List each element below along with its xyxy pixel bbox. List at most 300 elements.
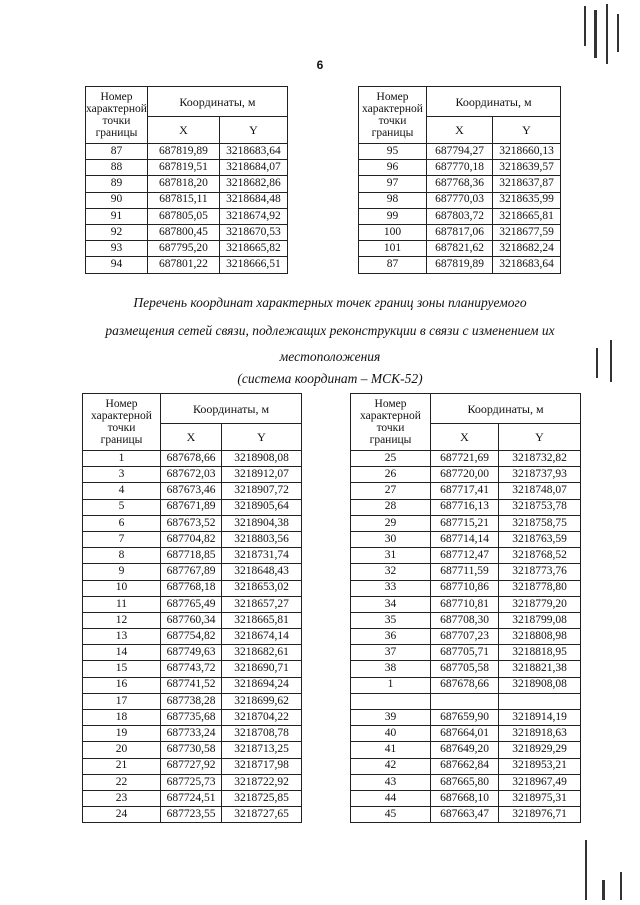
table-row (83, 629, 302, 645)
point-number-cell: 16 (83, 677, 161, 693)
x-coordinate-cell: 687730,58 (161, 742, 222, 758)
point-number-cell: 100 (359, 224, 427, 240)
y-coordinate-cell: 3218677,59 (493, 224, 561, 240)
x-coordinate-cell: 687754,82 (161, 629, 222, 645)
point-number-cell: 32 (351, 564, 431, 580)
x-coordinate-cell: 687678,66 (161, 451, 222, 467)
x-coordinate-cell: 687705,58 (431, 661, 499, 677)
coordinates-header: Координаты, м (161, 394, 302, 424)
scan-noise-mark (584, 6, 586, 46)
y-coordinate-cell: 3218753,78 (499, 499, 581, 515)
scan-noise-mark (606, 4, 608, 64)
y-column-header: Y (499, 424, 581, 451)
point-number-cell: 12 (83, 612, 161, 628)
y-coordinate-cell: 3218708,78 (222, 726, 302, 742)
table-row (351, 564, 581, 580)
point-number-header-line: Номер (100, 91, 133, 103)
x-coordinate-cell: 687800,45 (147, 224, 219, 240)
y-coordinate-cell: 3218635,99 (493, 192, 561, 208)
x-coordinate-cell: 687795,20 (147, 241, 219, 257)
point-number-header-line: границы (95, 127, 138, 139)
point-number-header-line: характерной (86, 103, 147, 115)
point-number-cell: 7 (83, 531, 161, 547)
x-coordinate-cell: 687673,52 (161, 515, 222, 531)
x-column-header: X (161, 424, 222, 451)
point-number-cell: 10 (83, 580, 161, 596)
x-coordinate-cell: 687818,20 (147, 176, 219, 192)
point-number-cell: 9 (83, 564, 161, 580)
y-coordinate-cell: 3218912,07 (222, 467, 302, 483)
y-coordinate-cell: 3218682,24 (493, 241, 561, 257)
y-coordinate-cell: 3218725,85 (222, 790, 302, 806)
x-coordinate-cell: 687821,62 (427, 241, 493, 257)
point-number-header-line: точки (102, 115, 131, 127)
table-row (359, 192, 561, 208)
x-coordinate-cell: 687663,47 (431, 807, 499, 823)
x-coordinate-cell: 687716,13 (431, 499, 499, 515)
x-coordinate-cell: 687717,41 (431, 483, 499, 499)
point-number-header-line: точки (107, 422, 136, 434)
y-coordinate-cell: 3218704,22 (222, 710, 302, 726)
table-row (351, 661, 581, 677)
caption-line-4: (система координат – МСК-52) (237, 371, 423, 386)
x-coordinate-cell: 687768,36 (427, 176, 493, 192)
point-number-cell: 41 (351, 742, 431, 758)
point-number-cell: 28 (351, 499, 431, 515)
table-row (351, 629, 581, 645)
x-coordinate-cell: 687749,63 (161, 645, 222, 661)
scan-noise-mark (596, 348, 598, 378)
x-coordinate-cell: 687659,90 (431, 710, 499, 726)
table-row (351, 531, 581, 547)
coordinates-table-3 (82, 393, 302, 823)
point-number-cell: 99 (359, 208, 427, 224)
x-coordinate-cell: 687815,11 (147, 192, 219, 208)
table-row (83, 531, 302, 547)
x-coordinate-cell: 687704,82 (161, 531, 222, 547)
table-row (351, 790, 581, 806)
point-number-cell: 21 (83, 758, 161, 774)
x-coordinate-cell: 687662,84 (431, 758, 499, 774)
table-row (351, 451, 581, 467)
table-row (351, 742, 581, 758)
table-row (359, 160, 561, 176)
x-coordinate-cell: 687710,81 (431, 596, 499, 612)
point-number-header-line: характерной (91, 410, 152, 422)
table-row (83, 451, 302, 467)
y-coordinate-cell: 3218818,95 (499, 645, 581, 661)
y-coordinate-cell: 3218731,74 (222, 548, 302, 564)
coordinates-header: Координаты, м (431, 394, 581, 424)
y-coordinate-cell: 3218722,92 (222, 774, 302, 790)
table-row (83, 758, 302, 774)
table-row (351, 580, 581, 596)
point-number-cell: 15 (83, 661, 161, 677)
x-coordinate-cell: 687803,72 (427, 208, 493, 224)
point-number-cell: 1 (351, 677, 431, 693)
point-number-cell (351, 693, 431, 709)
y-coordinate-cell: 3218665,81 (493, 208, 561, 224)
table-row (351, 693, 581, 709)
x-coordinate-cell: 687707,23 (431, 629, 499, 645)
table-row (83, 710, 302, 726)
table-row (351, 726, 581, 742)
y-coordinate-cell: 3218727,65 (222, 807, 302, 823)
point-number-cell: 1 (83, 451, 161, 467)
point-number-header-line: Номер (105, 398, 138, 410)
point-number-cell: 24 (83, 807, 161, 823)
y-coordinate-cell: 3218648,43 (222, 564, 302, 580)
x-coordinate-cell: 687721,69 (431, 451, 499, 467)
table-row (351, 467, 581, 483)
point-number-header (86, 87, 148, 144)
x-coordinate-cell: 687805,05 (147, 208, 219, 224)
y-coordinate-cell: 3218690,71 (222, 661, 302, 677)
y-coordinate-cell: 3218665,81 (222, 612, 302, 628)
y-coordinate-cell: 3218748,07 (499, 483, 581, 499)
x-column-header: X (427, 117, 493, 144)
point-number-cell: 44 (351, 790, 431, 806)
table-row (83, 515, 302, 531)
point-number-header (83, 394, 161, 451)
coordinates-table-2 (358, 86, 561, 274)
point-number-cell: 91 (86, 208, 148, 224)
y-coordinate-cell: 3218778,80 (499, 580, 581, 596)
x-coordinate-cell: 687715,21 (431, 515, 499, 531)
table-row (359, 208, 561, 224)
point-number-header (359, 87, 427, 144)
point-number-cell: 14 (83, 645, 161, 661)
x-coordinate-cell: 687741,52 (161, 677, 222, 693)
table-row (86, 241, 288, 257)
scan-noise-mark (602, 880, 605, 900)
table-row (83, 693, 302, 709)
y-coordinate-cell: 3218904,38 (222, 515, 302, 531)
y-column-header: Y (222, 424, 302, 451)
y-coordinate-cell (499, 693, 581, 709)
y-coordinate-cell: 3218768,52 (499, 548, 581, 564)
point-number-cell: 4 (83, 483, 161, 499)
point-number-cell: 35 (351, 612, 431, 628)
caption-line-1: Перечень координат характерных точек границ зоны планируемого (133, 295, 527, 310)
y-coordinate-cell: 3218666,51 (219, 257, 287, 273)
x-coordinate-cell: 687801,22 (147, 257, 219, 273)
point-number-header-line: характерной (360, 410, 421, 422)
y-coordinate-cell: 3218975,31 (499, 790, 581, 806)
table-row (83, 483, 302, 499)
x-column-header: X (147, 117, 219, 144)
x-coordinate-cell: 687733,24 (161, 726, 222, 742)
table-row (83, 774, 302, 790)
x-coordinate-cell: 687672,03 (161, 467, 222, 483)
x-coordinate-cell: 687649,20 (431, 742, 499, 758)
point-number-cell: 3 (83, 467, 161, 483)
table-row (351, 645, 581, 661)
point-number-cell: 92 (86, 224, 148, 240)
coordinates-header: Координаты, м (427, 87, 561, 117)
y-coordinate-cell: 3218657,27 (222, 596, 302, 612)
y-coordinate-cell: 3218914,19 (499, 710, 581, 726)
x-coordinate-cell: 687664,01 (431, 726, 499, 742)
y-coordinate-cell: 3218803,56 (222, 531, 302, 547)
scan-noise-mark (610, 340, 612, 382)
y-coordinate-cell: 3218779,20 (499, 596, 581, 612)
y-coordinate-cell: 3218953,21 (499, 758, 581, 774)
x-coordinate-cell: 687708,30 (431, 612, 499, 628)
point-number-header-line: характерной (362, 103, 423, 115)
y-coordinate-cell: 3218821,38 (499, 661, 581, 677)
x-coordinate-cell: 687673,46 (161, 483, 222, 499)
x-coordinate-cell (431, 693, 499, 709)
table-row (83, 790, 302, 806)
point-number-cell: 18 (83, 710, 161, 726)
table-row (351, 807, 581, 823)
table-row (83, 580, 302, 596)
x-coordinate-cell: 687678,66 (431, 677, 499, 693)
table-row (83, 742, 302, 758)
x-coordinate-cell: 687668,10 (431, 790, 499, 806)
y-coordinate-cell: 3218737,93 (499, 467, 581, 483)
table-row (83, 467, 302, 483)
point-number-cell: 90 (86, 192, 148, 208)
x-coordinate-cell: 687765,49 (161, 596, 222, 612)
table-row (83, 612, 302, 628)
header-row (359, 87, 561, 117)
x-coordinate-cell: 687671,89 (161, 499, 222, 515)
table-row (351, 758, 581, 774)
y-coordinate-cell: 3218683,64 (493, 257, 561, 273)
point-number-cell: 6 (83, 515, 161, 531)
table-row (351, 596, 581, 612)
y-coordinate-cell: 3218682,61 (222, 645, 302, 661)
table-row (351, 677, 581, 693)
point-number-cell: 29 (351, 515, 431, 531)
table-row (351, 774, 581, 790)
point-number-header-line: границы (369, 434, 412, 446)
point-number-cell: 8 (83, 548, 161, 564)
point-number-cell: 95 (359, 144, 427, 160)
point-number-cell: 5 (83, 499, 161, 515)
y-coordinate-cell: 3218682,86 (219, 176, 287, 192)
x-coordinate-cell: 687714,14 (431, 531, 499, 547)
y-coordinate-cell: 3218674,14 (222, 629, 302, 645)
point-number-cell: 30 (351, 531, 431, 547)
table-row (359, 176, 561, 192)
table-row (83, 807, 302, 823)
y-coordinate-cell: 3218717,98 (222, 758, 302, 774)
y-coordinate-cell: 3218699,62 (222, 693, 302, 709)
scan-noise-mark (620, 872, 622, 900)
table-row (359, 144, 561, 160)
point-number-cell: 25 (351, 451, 431, 467)
point-number-cell: 39 (351, 710, 431, 726)
point-number-cell: 42 (351, 758, 431, 774)
scan-noise-mark (594, 10, 597, 58)
point-number-cell: 96 (359, 160, 427, 176)
x-coordinate-cell: 687743,72 (161, 661, 222, 677)
table-row (83, 596, 302, 612)
x-coordinate-cell: 687760,34 (161, 612, 222, 628)
point-number-cell: 89 (86, 176, 148, 192)
table-row (351, 499, 581, 515)
table-row (359, 224, 561, 240)
point-number-cell: 40 (351, 726, 431, 742)
x-coordinate-cell: 687768,18 (161, 580, 222, 596)
y-coordinate-cell: 3218713,25 (222, 742, 302, 758)
y-coordinate-cell: 3218905,64 (222, 499, 302, 515)
table-row (83, 548, 302, 564)
table-row (351, 548, 581, 564)
table-row (351, 612, 581, 628)
point-number-cell: 98 (359, 192, 427, 208)
header-row (351, 394, 581, 424)
y-coordinate-cell: 3218637,87 (493, 176, 561, 192)
x-coordinate-cell: 687720,00 (431, 467, 499, 483)
x-coordinate-cell: 687723,55 (161, 807, 222, 823)
y-coordinate-cell: 3218967,49 (499, 774, 581, 790)
y-column-header: Y (493, 117, 561, 144)
coordinates-table-1 (85, 86, 288, 274)
point-number-cell: 38 (351, 661, 431, 677)
table-row (359, 241, 561, 257)
point-number-cell: 87 (86, 144, 148, 160)
x-coordinate-cell: 687738,28 (161, 693, 222, 709)
point-number-header-line: Номер (374, 398, 407, 410)
x-coordinate-cell: 687819,89 (427, 257, 493, 273)
table-row (351, 710, 581, 726)
table-row (351, 515, 581, 531)
point-number-header-line: точки (376, 422, 405, 434)
point-number-cell: 94 (86, 257, 148, 273)
y-coordinate-cell: 3218674,92 (219, 208, 287, 224)
y-coordinate-cell: 3218665,82 (219, 241, 287, 257)
point-number-cell: 17 (83, 693, 161, 709)
x-coordinate-cell: 687705,71 (431, 645, 499, 661)
point-number-header (351, 394, 431, 451)
table-row (83, 499, 302, 515)
y-coordinate-cell: 3218684,48 (219, 192, 287, 208)
point-number-cell: 13 (83, 629, 161, 645)
table-row (86, 160, 288, 176)
table-row (83, 564, 302, 580)
x-coordinate-cell: 687727,92 (161, 758, 222, 774)
point-number-cell: 11 (83, 596, 161, 612)
coordinates-header: Координаты, м (147, 87, 287, 117)
y-column-header: Y (219, 117, 287, 144)
table-row (86, 224, 288, 240)
point-number-cell: 31 (351, 548, 431, 564)
y-coordinate-cell: 3218773,76 (499, 564, 581, 580)
point-number-header-line: границы (371, 127, 414, 139)
y-coordinate-cell: 3218763,59 (499, 531, 581, 547)
x-column-header: X (431, 424, 499, 451)
x-coordinate-cell: 687665,80 (431, 774, 499, 790)
y-coordinate-cell: 3218908,08 (499, 677, 581, 693)
y-coordinate-cell: 3218683,64 (219, 144, 287, 160)
table-row (86, 144, 288, 160)
caption-line-2: размещения сетей связи, подлежащих реконструкции в связи с изменением их (105, 323, 555, 338)
point-number-cell: 27 (351, 483, 431, 499)
table-row (351, 483, 581, 499)
point-number-cell: 22 (83, 774, 161, 790)
table-row (359, 257, 561, 273)
scan-noise-mark (617, 14, 619, 52)
x-coordinate-cell: 687735,68 (161, 710, 222, 726)
table-row (86, 257, 288, 273)
point-number-cell: 88 (86, 160, 148, 176)
point-number-cell: 37 (351, 645, 431, 661)
table-row (86, 176, 288, 192)
x-coordinate-cell: 687718,85 (161, 548, 222, 564)
point-number-cell: 33 (351, 580, 431, 596)
x-coordinate-cell: 687770,18 (427, 160, 493, 176)
y-coordinate-cell: 3218670,53 (219, 224, 287, 240)
y-coordinate-cell: 3218907,72 (222, 483, 302, 499)
x-coordinate-cell: 687712,47 (431, 548, 499, 564)
point-number-cell: 93 (86, 241, 148, 257)
point-number-cell: 43 (351, 774, 431, 790)
header-row (83, 394, 302, 424)
y-coordinate-cell: 3218653,02 (222, 580, 302, 596)
y-coordinate-cell: 3218660,13 (493, 144, 561, 160)
y-coordinate-cell: 3218758,75 (499, 515, 581, 531)
table-row (83, 661, 302, 677)
x-coordinate-cell: 687710,86 (431, 580, 499, 596)
point-number-cell: 97 (359, 176, 427, 192)
scan-noise-mark (585, 840, 587, 900)
point-number-cell: 36 (351, 629, 431, 645)
y-coordinate-cell: 3218908,08 (222, 451, 302, 467)
x-coordinate-cell: 687819,51 (147, 160, 219, 176)
table-row (83, 677, 302, 693)
y-coordinate-cell: 3218918,63 (499, 726, 581, 742)
y-coordinate-cell: 3218808,98 (499, 629, 581, 645)
y-coordinate-cell: 3218976,71 (499, 807, 581, 823)
point-number-cell: 45 (351, 807, 431, 823)
table-row (86, 192, 288, 208)
y-coordinate-cell: 3218732,82 (499, 451, 581, 467)
table-row (83, 726, 302, 742)
point-number-header-line: границы (100, 434, 143, 446)
x-coordinate-cell: 687711,59 (431, 564, 499, 580)
x-coordinate-cell: 687767,89 (161, 564, 222, 580)
y-coordinate-cell: 3218684,07 (219, 160, 287, 176)
table-row (83, 645, 302, 661)
point-number-cell: 23 (83, 790, 161, 806)
x-coordinate-cell: 687794,27 (427, 144, 493, 160)
x-coordinate-cell: 687819,89 (147, 144, 219, 160)
x-coordinate-cell: 687817,06 (427, 224, 493, 240)
y-coordinate-cell: 3218929,29 (499, 742, 581, 758)
x-coordinate-cell: 687770,03 (427, 192, 493, 208)
header-row (86, 87, 288, 117)
point-number-cell: 87 (359, 257, 427, 273)
point-number-cell: 19 (83, 726, 161, 742)
page-number: 6 (316, 58, 324, 72)
y-coordinate-cell: 3218639,57 (493, 160, 561, 176)
point-number-header-line: точки (378, 115, 407, 127)
point-number-cell: 101 (359, 241, 427, 257)
table-row (86, 208, 288, 224)
x-coordinate-cell: 687724,51 (161, 790, 222, 806)
point-number-header-line: Номер (376, 91, 409, 103)
x-coordinate-cell: 687725,73 (161, 774, 222, 790)
coordinates-table-4 (350, 393, 581, 823)
point-number-cell: 26 (351, 467, 431, 483)
y-coordinate-cell: 3218694,24 (222, 677, 302, 693)
caption-line-3: местоположения (279, 349, 381, 364)
point-number-cell: 34 (351, 596, 431, 612)
